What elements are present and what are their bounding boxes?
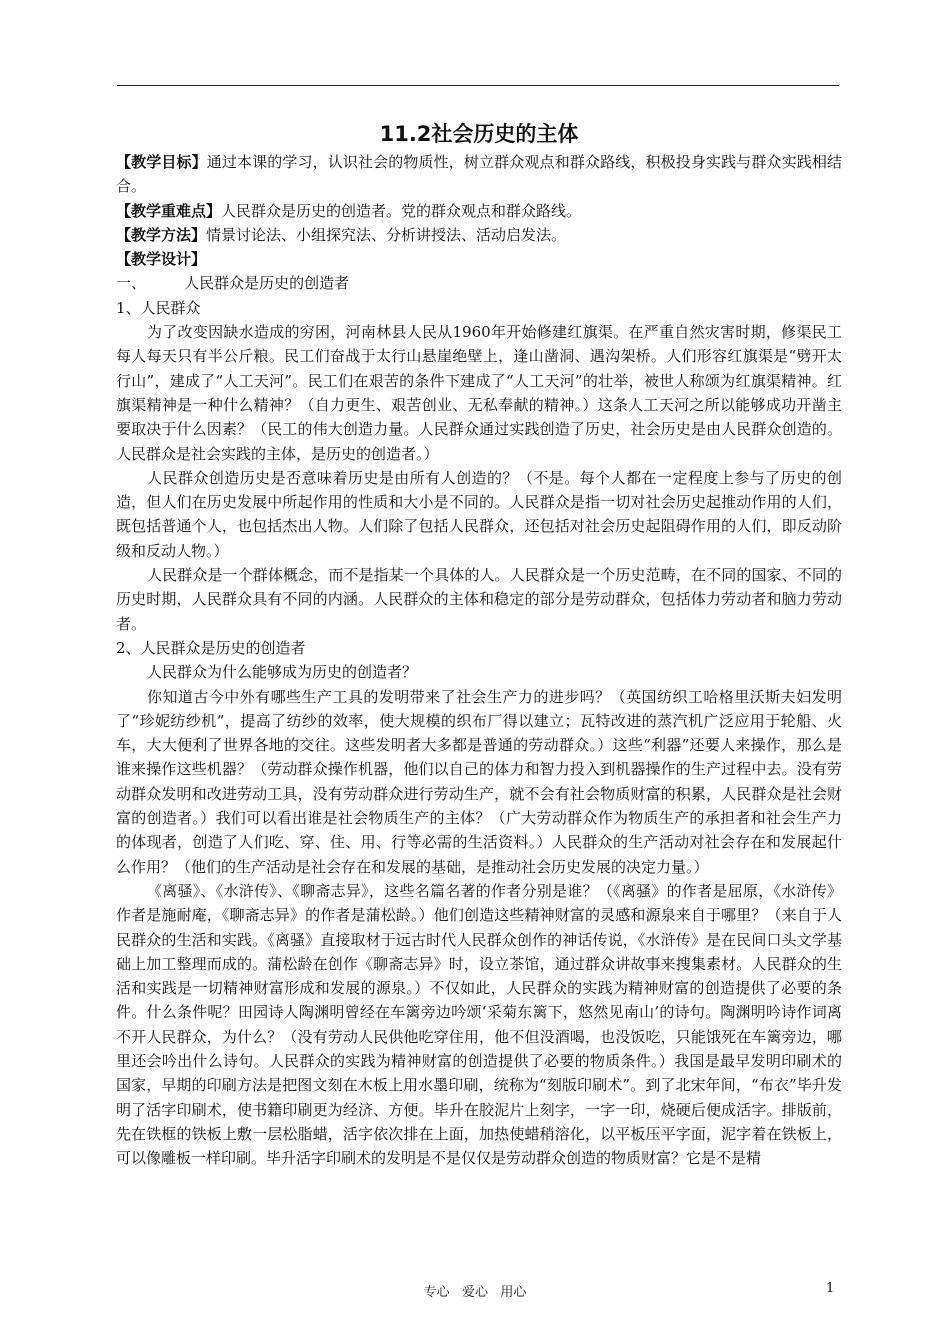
key-points-label: 【教学重难点】 (116, 201, 222, 220)
goals-label: 【教学目标】 (116, 153, 207, 171)
teaching-methods (116, 223, 842, 247)
key-points-text: 人民群众是历史的创造者。党的群众观点和群众路线。 (221, 201, 582, 220)
subsection-heading: 2、人民群众是历史的创造者 (116, 638, 306, 657)
methods-text: 情景讨论法、小组探究法、分析讲授法、活动启发法。 (206, 225, 567, 244)
subsection-heading: 1、人民群众 (116, 298, 201, 317)
paragraph: 你知道古今中外有哪些生产工具的发明带来了社会生产力的进步吗？（英国纺织工哈格里沃斯夫妇发明了“珍妮纺纱机”，提高了纺纱的效率，使大规模的织布厂得以建立；瓦特改进的蒸汽机广泛应用于轮船、火车，大大便利了世界各地的交往。这些发明者大多都是普通的劳动群众。）这些“利器”还要人来操作，那么是谁来操作这些机器？（劳动群众操作机器，他们以自己的体力和智力投入到机器操作的生产过程中去。没有劳动群众发明和改进劳动工具，没有劳动群众进行劳动生产，就不会有社会物质财富的积累，人民群众是社会财富的创造者。）我们可以看出谁是社会物质生产的主体？（广大劳动群众作为物质生产的承担者和社会生产力的体现者，创造了人们吃、穿、住、用、行等必需的生活资料。）人民群众的生产活动对社会存在和发展起什么作用？（他们的生产活动是社会存在和发展的基础，是推动社会历史发展的决定力量。） (116, 687, 842, 876)
footer-motto: 专心 爱心 用心 (423, 1285, 527, 1300)
page-number: 1 (826, 1281, 835, 1296)
paragraph: 人民群众创造历史是否意味着历史是由所有人创造的？（不是。每个人都在一定程度上参与了历史的创造，但人们在历史发展中所起作用的性质和大小是不同的。人民群众是指一切对社会历史起推动作用的人们，既包括普通个人，也包括杰出人物。人们除了包括人民群众，还包括对社会历史起阻碍作用的人们，即反动阶级和反动人物。） (116, 468, 842, 560)
teaching-design-label: 【教学设计】 (116, 250, 207, 269)
teaching-goals (116, 150, 842, 199)
paragraph: 为了改变因缺水造成的穷困，河南林县人民从1960年开始修建红旗渠。在严重自然灾害时期，修渠民工每人每天只有半公斤粮。民工们奋战于太行山悬崖绝壁上，逢山凿洞、遇沟架桥。人们形容红旗渠是“劈开太行山”，建成了“人工天河”。民工们在艰苦的条件下建成了“人工天河”的壮举，被世人称颂为红旗渠精神。红旗渠精神是一种什么精神？（自力更生、艰苦创业、无私奉献的精神。）这条人工天河之所以能够成功开凿主要取决于什么因素？（民工的伟大创造力量。人民群众通过实践创造了历史，社会历史是由人民群众创造的。人民群众是社会实践的主体，是历史的创造者。） (116, 323, 842, 463)
page-title: 11.2社会历史的主体 (379, 122, 579, 146)
methods-label: 【教学方法】 (116, 225, 207, 244)
goals-text: 通过本课的学习，认识社会的物质性，树立群众观点和群众路线，积极投身实践与群众实践相结合。 (116, 153, 842, 196)
paragraph: 《离骚》、《水浒传》、《聊斋志异》，这些名篇名著的作者分别是谁？（《离骚》的作者是屈原，《水浒传》作者是施耐庵，《聊斋志异》的作者是蒲松龄。）他们创造这些精神财富的灵感和源泉来自于哪里？（来自于人民群众的生活和实践。《离骚》直接取材于远古时代人民群众创作的神话传说，《水浒传》是在民间口头文学基础上加工整理而成的。蒲松龄在创作《聊斋志异》时，设立茶馆，通过群众讲故事来搜集素材。人民群众的生活和实践是一切精神财富形成和发展的源泉。）不仅如此，人民群众的实践为精神财富的创造提供了必要的条件。什么条件呢？田园诗人陶渊明曾经在车篱旁边吟颂‘采菊东篱下，悠然见南山’的诗句。陶渊明吟诗作词离不开人民群众，为什么？（没有劳动人民供他吃穿住用，他不但没酒喝，也没饭吃，只能饿死在车篱旁边，哪里还会吟出什么诗句。人民群众的实践为精神财富的创造提供了必要的物质条件。）我国是最早发明印刷术的国家，早期的印刷方法是把图文刻在木板上用水墨印刷，统称为“刻版印刷术”。到了北宋年间，“布衣”毕升发明了活字印刷术，使书籍印刷更为经济、方便。毕升在胶泥片上刻字，一字一印，烧硬后便成活字。排版前，先在铁框的铁板上敷一层松脂蜡，活字依次排在上面，加热使蜡稍溶化，以平板压平字面，泥字着在铁板上，可以像雕板一样印刷。毕升活字印刷术的发明是不是仅仅是劳动群众创造的物质财富？它是不是精 (116, 881, 842, 1168)
paragraph: 人民群众是一个群体概念，而不是指某一个具体的人。人民群众是一个历史范畴，在不同的国家、不同的历史时期，人民群众具有不同的内涵。人民群众的主体和稳定的部分是劳动群众，包括体力劳动者和脑力劳动者。 (116, 566, 842, 633)
document-body (116, 118, 842, 1170)
teaching-key-points (116, 199, 842, 223)
paragraph: 人民群众为什么能够成为历史的创造者？ (147, 663, 418, 682)
header-rule (117, 85, 839, 86)
section-heading: 一、 人民群众是历史的创造者 (116, 274, 350, 293)
